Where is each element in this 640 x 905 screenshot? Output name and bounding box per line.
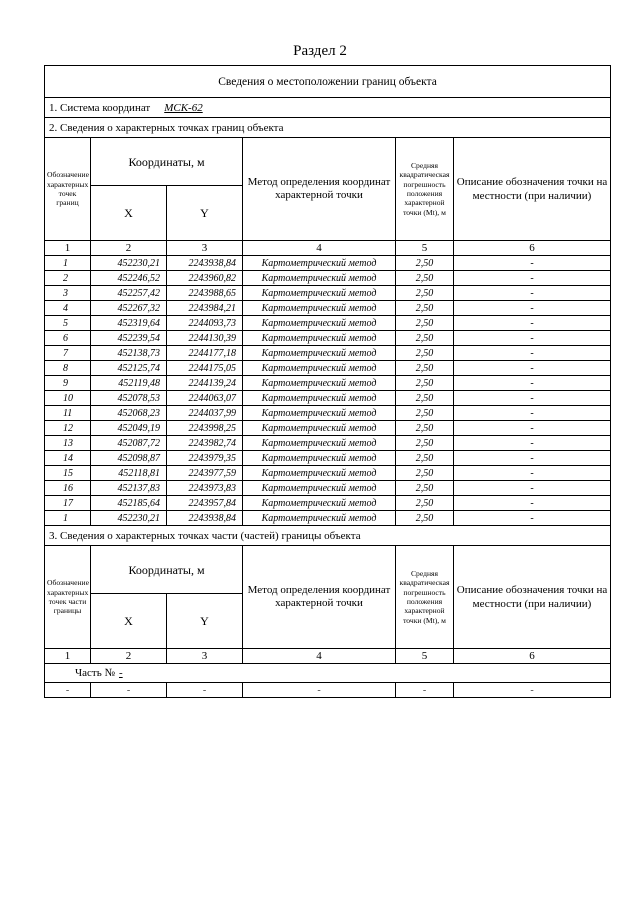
cell-n: 15 bbox=[45, 466, 91, 481]
cell-x: 452239,54 bbox=[91, 331, 167, 346]
col-number: 6 bbox=[454, 649, 611, 664]
cell-mt: 2,50 bbox=[396, 271, 454, 286]
header-method-2: Метод определения координат характерной точки bbox=[243, 546, 396, 649]
cell-x: 452319,64 bbox=[91, 316, 167, 331]
cell-method: Картометрический метод bbox=[243, 406, 396, 421]
table-row bbox=[45, 361, 611, 376]
header-y: Y bbox=[167, 186, 243, 241]
cell-y: 2244177,18 bbox=[167, 346, 243, 361]
cell-method: Картометрический метод bbox=[243, 466, 396, 481]
column-numbers-row-2 bbox=[45, 649, 611, 664]
section2-title: 2. Сведения о характерных точках границ объекта bbox=[45, 118, 611, 138]
cell-desc: - bbox=[454, 496, 611, 511]
cell-method: Картометрический метод bbox=[243, 496, 396, 511]
cell-y: 2243988,65 bbox=[167, 286, 243, 301]
part-row bbox=[45, 664, 611, 683]
cell-y: 2244063,07 bbox=[167, 391, 243, 406]
table-banner: Сведения о местоположении границ объекта bbox=[45, 66, 611, 98]
cell-method: Картометрический метод bbox=[243, 511, 396, 526]
cell-y: 2244093,73 bbox=[167, 316, 243, 331]
col-number: 2 bbox=[91, 241, 167, 256]
empty-cell: - bbox=[454, 683, 611, 698]
cell-x: 452230,21 bbox=[91, 511, 167, 526]
cell-desc: - bbox=[454, 301, 611, 316]
empty-cell: - bbox=[91, 683, 167, 698]
table-row bbox=[45, 406, 611, 421]
cell-method: Картометрический метод bbox=[243, 436, 396, 451]
cell-mt: 2,50 bbox=[396, 361, 454, 376]
cell-x: 452068,23 bbox=[91, 406, 167, 421]
cell-mt: 2,50 bbox=[396, 316, 454, 331]
col-number: 1 bbox=[45, 241, 91, 256]
cell-desc: - bbox=[454, 511, 611, 526]
cell-desc: - bbox=[454, 346, 611, 361]
header-x-2: X bbox=[91, 594, 167, 649]
cell-n: 9 bbox=[45, 376, 91, 391]
cell-y: 2243938,84 bbox=[167, 256, 243, 271]
cell-desc: - bbox=[454, 436, 611, 451]
cell-n: 13 bbox=[45, 436, 91, 451]
table-row bbox=[45, 511, 611, 526]
cell-y: 2243977,59 bbox=[167, 466, 243, 481]
cell-n: 7 bbox=[45, 346, 91, 361]
cell-y: 2243957,84 bbox=[167, 496, 243, 511]
cell-method: Картометрический метод bbox=[243, 331, 396, 346]
cell-mt: 2,50 bbox=[396, 451, 454, 466]
cell-desc: - bbox=[454, 451, 611, 466]
cell-x: 452078,53 bbox=[91, 391, 167, 406]
coord-system-row bbox=[45, 98, 611, 118]
table-row bbox=[45, 496, 611, 511]
boundary-table bbox=[44, 65, 611, 698]
cell-method: Картометрический метод bbox=[243, 361, 396, 376]
header-y-2: Y bbox=[167, 594, 243, 649]
empty-cell: - bbox=[396, 683, 454, 698]
part-label bbox=[45, 664, 611, 683]
cell-mt: 2,50 bbox=[396, 256, 454, 271]
table-row bbox=[45, 271, 611, 286]
cell-x: 452257,42 bbox=[91, 286, 167, 301]
cell-mt: 2,50 bbox=[396, 376, 454, 391]
table-row bbox=[45, 376, 611, 391]
cell-desc: - bbox=[454, 256, 611, 271]
cell-method: Картометрический метод bbox=[243, 301, 396, 316]
cell-desc: - bbox=[454, 466, 611, 481]
cell-n: 16 bbox=[45, 481, 91, 496]
table-row bbox=[45, 451, 611, 466]
cell-desc: - bbox=[454, 331, 611, 346]
cell-desc: - bbox=[454, 286, 611, 301]
cell-mt: 2,50 bbox=[396, 511, 454, 526]
cell-desc: - bbox=[454, 271, 611, 286]
cell-y: 2243960,82 bbox=[167, 271, 243, 286]
cell-desc: - bbox=[454, 316, 611, 331]
part-label-text: Часть № bbox=[75, 667, 115, 679]
section3-title: 3. Сведения о характерных точках части (частей) границы объекта bbox=[45, 526, 611, 546]
cell-desc: - bbox=[454, 481, 611, 496]
cell-n: 6 bbox=[45, 331, 91, 346]
table-row bbox=[45, 256, 611, 271]
cell-x: 452267,32 bbox=[91, 301, 167, 316]
table-row bbox=[45, 346, 611, 361]
table-row bbox=[45, 286, 611, 301]
table-row bbox=[45, 391, 611, 406]
cell-n: 2 bbox=[45, 271, 91, 286]
cell-n: 17 bbox=[45, 496, 91, 511]
table-row bbox=[45, 421, 611, 436]
col-number: 1 bbox=[45, 649, 91, 664]
cell-method: Картометрический метод bbox=[243, 316, 396, 331]
header-point: Обозначение характерных точек границ bbox=[45, 138, 91, 241]
header-mt-2: Средняя квадратическая погрешность положения характерной точки (Mt), м bbox=[396, 546, 454, 649]
cell-y: 2243979,35 bbox=[167, 451, 243, 466]
cell-method: Картометрический метод bbox=[243, 481, 396, 496]
cell-method: Картометрический метод bbox=[243, 346, 396, 361]
cell-x: 452185,64 bbox=[91, 496, 167, 511]
table-row bbox=[45, 301, 611, 316]
cell-desc: - bbox=[454, 391, 611, 406]
cell-mt: 2,50 bbox=[396, 286, 454, 301]
col-number: 3 bbox=[167, 649, 243, 664]
empty-cell: - bbox=[45, 683, 91, 698]
col-number: 5 bbox=[396, 241, 454, 256]
cell-y: 2243973,83 bbox=[167, 481, 243, 496]
coord-system-value: МСК-62 bbox=[164, 101, 203, 114]
cell-x: 452098,87 bbox=[91, 451, 167, 466]
cell-mt: 2,50 bbox=[396, 466, 454, 481]
header-coords-2: Координаты, м bbox=[91, 546, 243, 594]
cell-n: 4 bbox=[45, 301, 91, 316]
table-row bbox=[45, 436, 611, 451]
cell-x: 452118,81 bbox=[91, 466, 167, 481]
cell-n: 5 bbox=[45, 316, 91, 331]
table-row bbox=[45, 481, 611, 496]
col-number: 6 bbox=[454, 241, 611, 256]
header-desc: Описание обозначения точки на местности (при наличии) bbox=[454, 138, 611, 241]
cell-mt: 2,50 bbox=[396, 436, 454, 451]
cell-mt: 2,50 bbox=[396, 301, 454, 316]
cell-mt: 2,50 bbox=[396, 406, 454, 421]
cell-n: 3 bbox=[45, 286, 91, 301]
header-method: Метод определения координат характерной точки bbox=[243, 138, 396, 241]
cell-x: 452125,74 bbox=[91, 361, 167, 376]
cell-method: Картометрический метод bbox=[243, 451, 396, 466]
cell-y: 2243938,84 bbox=[167, 511, 243, 526]
header-coords: Координаты, м bbox=[91, 138, 243, 186]
part-empty-row bbox=[45, 683, 611, 698]
cell-desc: - bbox=[454, 421, 611, 436]
cell-x: 452246,52 bbox=[91, 271, 167, 286]
cell-method: Картометрический метод bbox=[243, 271, 396, 286]
cell-n: 8 bbox=[45, 361, 91, 376]
header-desc-2: Описание обозначения точки на местности (при наличии) bbox=[454, 546, 611, 649]
table-row bbox=[45, 466, 611, 481]
cell-y: 2244130,39 bbox=[167, 331, 243, 346]
cell-desc: - bbox=[454, 376, 611, 391]
cell-x: 452137,83 bbox=[91, 481, 167, 496]
cell-n: 14 bbox=[45, 451, 91, 466]
cell-method: Картометрический метод bbox=[243, 256, 396, 271]
col-number: 2 bbox=[91, 649, 167, 664]
header-x: X bbox=[91, 186, 167, 241]
header-point-part: Обозначение характерных точек части границы bbox=[45, 546, 91, 649]
cell-method: Картометрический метод bbox=[243, 376, 396, 391]
col-number: 3 bbox=[167, 241, 243, 256]
cell-desc: - bbox=[454, 406, 611, 421]
cell-x: 452138,73 bbox=[91, 346, 167, 361]
col-number: 4 bbox=[243, 649, 396, 664]
cell-n: 1 bbox=[45, 256, 91, 271]
empty-cell: - bbox=[167, 683, 243, 698]
cell-mt: 2,50 bbox=[396, 421, 454, 436]
cell-desc: - bbox=[454, 361, 611, 376]
cell-y: 2244037,99 bbox=[167, 406, 243, 421]
page-title: Раздел 2 bbox=[293, 43, 347, 59]
cell-y: 2243982,74 bbox=[167, 436, 243, 451]
cell-mt: 2,50 bbox=[396, 481, 454, 496]
cell-n: 11 bbox=[45, 406, 91, 421]
cell-y: 2243984,21 bbox=[167, 301, 243, 316]
cell-y: 2244175,05 bbox=[167, 361, 243, 376]
column-numbers-row bbox=[45, 241, 611, 256]
cell-method: Картометрический метод bbox=[243, 421, 396, 436]
cell-mt: 2,50 bbox=[396, 391, 454, 406]
cell-n: 12 bbox=[45, 421, 91, 436]
cell-n: 10 bbox=[45, 391, 91, 406]
cell-y: 2244139,24 bbox=[167, 376, 243, 391]
cell-x: 452119,48 bbox=[91, 376, 167, 391]
table-row bbox=[45, 331, 611, 346]
empty-cell: - bbox=[243, 683, 396, 698]
col-number: 5 bbox=[396, 649, 454, 664]
cell-y: 2243998,25 bbox=[167, 421, 243, 436]
cell-x: 452049,19 bbox=[91, 421, 167, 436]
cell-mt: 2,50 bbox=[396, 496, 454, 511]
table-row bbox=[45, 316, 611, 331]
col-number: 4 bbox=[243, 241, 396, 256]
part-number: - bbox=[118, 667, 123, 679]
cell-mt: 2,50 bbox=[396, 346, 454, 361]
header-mt: Средняя квадратическая погрешность положения характерной точки (Mt), м bbox=[396, 138, 454, 241]
cell-x: 452230,21 bbox=[91, 256, 167, 271]
cell-mt: 2,50 bbox=[396, 331, 454, 346]
cell-n: 1 bbox=[45, 511, 91, 526]
coord-system-label: 1. Система координат bbox=[49, 101, 151, 114]
cell-x: 452087,72 bbox=[91, 436, 167, 451]
cell-method: Картометрический метод bbox=[243, 391, 396, 406]
cell-method: Картометрический метод bbox=[243, 286, 396, 301]
